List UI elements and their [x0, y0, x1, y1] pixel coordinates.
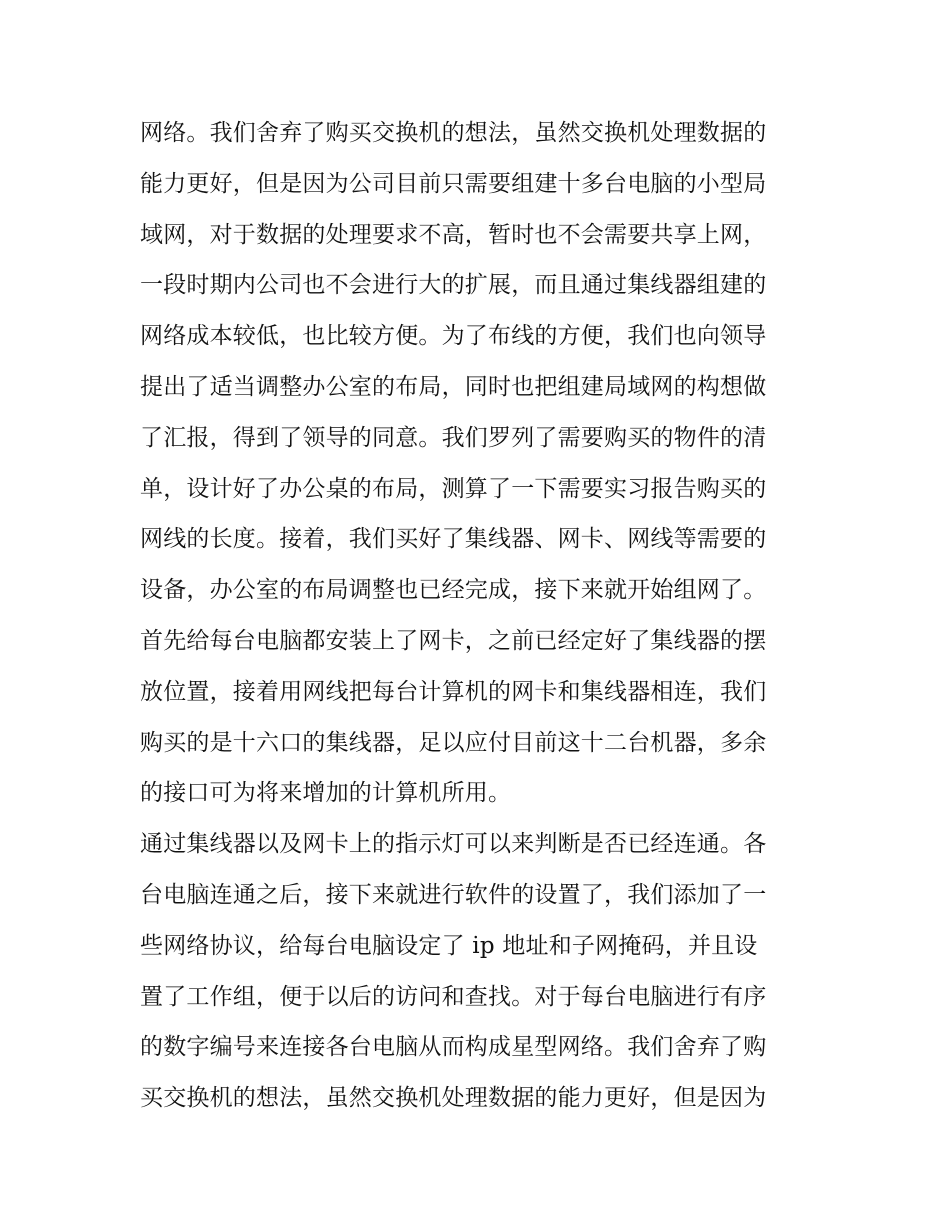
text-line: 网线的长度。接着，我们买好了集线器、网卡、网线等需要的	[140, 526, 767, 553]
text-line: 一段时期内公司也不会进行大的扩展，而且通过集线器组建的	[140, 272, 767, 299]
text-line: 的数字编号来连接各台电脑从而构成星型网络。我们舍弃了购	[140, 1034, 767, 1061]
text-line: 买交换机的想法，虽然交换机处理数据的能力更好，但是因为	[140, 1085, 767, 1112]
text-line: 单，设计好了办公桌的布局，测算了一下需要实习报告购买的	[140, 475, 767, 502]
text-line: 通过集线器以及网卡上的指示灯可以来判断是否已经连通。各	[140, 831, 767, 858]
text-line: 网络成本较低，也比较方便。为了布线的方便，我们也向领导	[140, 323, 767, 350]
text-line: 首先给每台电脑都安装上了网卡，之前已经定好了集线器的摆	[140, 627, 767, 654]
text-line: 置了工作组，便于以后的访问和查找。对于每台电脑进行有序	[140, 983, 767, 1010]
text-line: 些网络协议，给每台电脑设定了 ip 地址和子网掩码，并且设	[140, 932, 758, 959]
text-line: 放位置，接着用网线把每台计算机的网卡和集线器相连，我们	[140, 678, 767, 705]
text-line: 设备，办公室的布局调整也已经完成，接下来就开始组网了。	[140, 577, 767, 604]
text-line: 网络。我们舍弃了购买交换机的想法，虽然交换机处理数据的	[140, 120, 767, 146]
text-line: 台电脑连通之后，接下来就进行软件的设置了，我们添加了一	[140, 881, 767, 908]
text-line: 能力更好，但是因为公司目前只需要组建十多台电脑的小型局	[140, 170, 767, 197]
body-text	[140, 108, 820, 1124]
text-line: 购买的是十六口的集线器，足以应付目前这十二台机器，多余	[140, 729, 767, 756]
text-line: 了汇报，得到了领导的同意。我们罗列了需要购买的物件的清	[140, 424, 767, 451]
text-line: 提出了适当调整办公室的布局，同时也把组建局域网的构想做	[140, 373, 767, 400]
text-line: 的接口可为将来增加的计算机所用。	[140, 780, 512, 807]
text-line: 域网，对于数据的处理要求不高，暂时也不会需要共享上网，	[140, 221, 767, 248]
